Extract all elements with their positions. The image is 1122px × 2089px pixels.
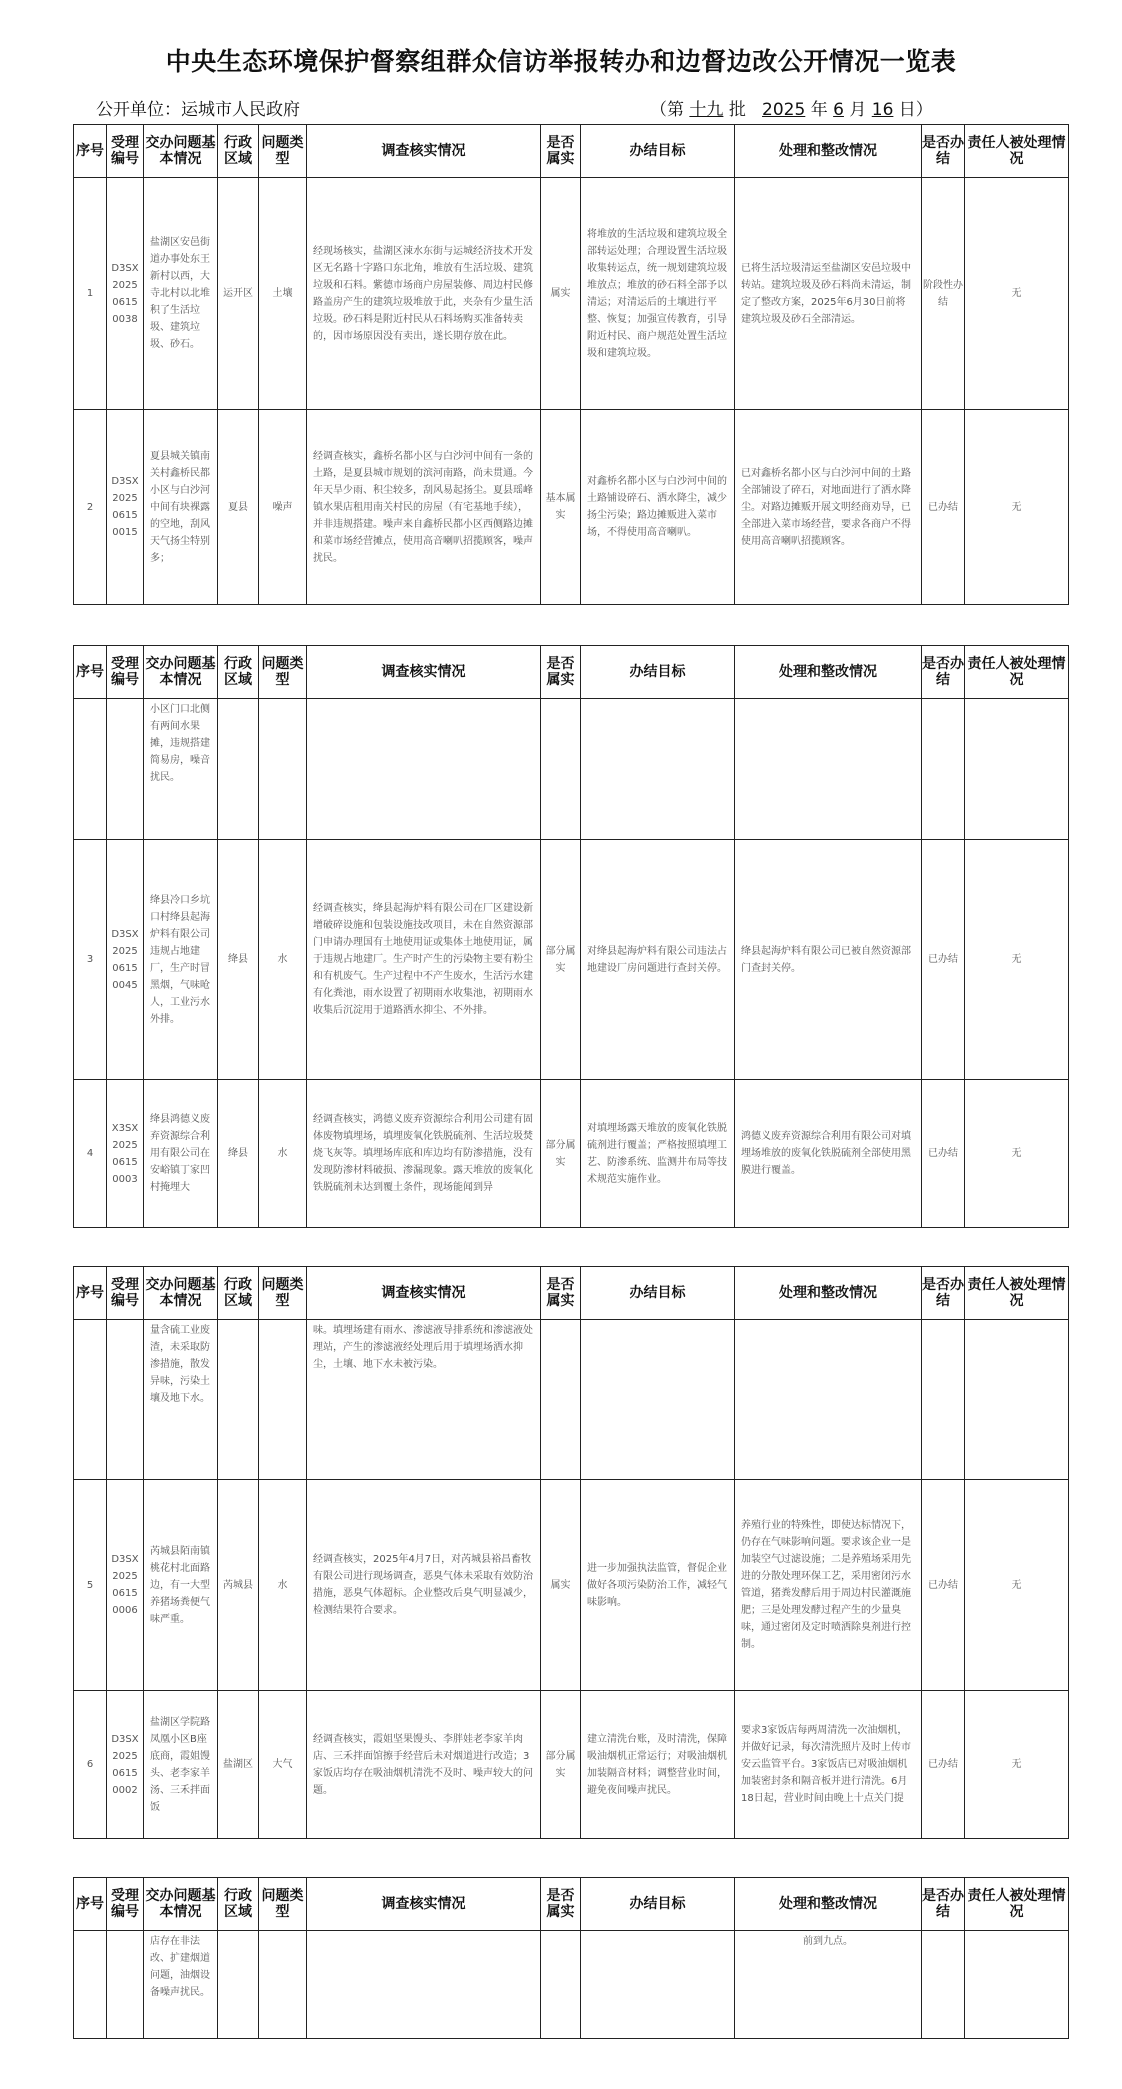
table-row (74, 699, 1069, 840)
header-region: 行政区域 (218, 1267, 259, 1320)
header-investigation: 调查核实情况 (307, 646, 541, 699)
row-investigation: 味。填埋场建有雨水、渗滤液导排系统和渗滤液处理站，产生的渗滤液经处理后用于填埋场洒水抑尘，土壤、地下水未被污染。 (307, 1320, 541, 1480)
header-region: 行政区域 (218, 646, 259, 699)
row-true: 部分属实 (541, 1691, 581, 1839)
row-handle: 已将生活垃圾清运至盐湖区安邑垃圾中转站。建筑垃圾及砂石料尚未清运，制定了整改方案，2025年6月30日前将建筑垃圾及砂石全部清运。 (735, 178, 922, 410)
row-code: D3SX202506150038 (107, 178, 144, 410)
header-issue: 交办问题基本情况 (144, 125, 218, 178)
row-no: 3 (74, 840, 107, 1080)
row-code (107, 1320, 144, 1480)
row-done: 已办结 (922, 1480, 965, 1691)
header-done: 是否办结 (922, 646, 965, 699)
row-true: 部分属实 (541, 1080, 581, 1228)
month-label: 月 (849, 100, 867, 120)
row-region: 运开区 (218, 178, 259, 410)
row-true: 属实 (541, 1480, 581, 1691)
row-region (218, 1320, 259, 1480)
row-resp: 无 (965, 178, 1069, 410)
row-investigation: 经调查核实，鸿德义废弃资源综合利用公司建有固体废物填埋场，填埋废氧化铁脱硫剂、生活垃圾焚烧飞灰等。填埋场库底和库边均有防渗措施，没有发现防渗材料破损、渗漏现象。露天堆放的废氧化铁脱硫剂未达到覆土条件，现场能闻到异 (307, 1080, 541, 1228)
year-label: 年 (810, 100, 828, 120)
row-type: 水 (259, 1480, 307, 1691)
row-type: 水 (259, 840, 307, 1080)
header-investigation: 调查核实情况 (307, 1878, 541, 1931)
row-investigation: 经调查核实，鑫桥名都小区与白沙河中间有一条的土路，是夏县城市规划的滨河南路，尚未贯通。今年天旱少雨、积尘较多，刮风易起扬尘。夏县瑶峰镇水果店租用南关村民的房屋（有宅基地手续），并非违规搭建。噪声来自鑫桥民都小区西侧路边摊和菜市场经营摊点，使用高音喇叭招揽顾客，噪声扰民。 (307, 410, 541, 605)
table-block-2 (73, 645, 1069, 1228)
header-row (74, 646, 1069, 699)
row-region: 夏县 (218, 410, 259, 605)
header-code: 受理编号 (107, 646, 144, 699)
table-block-3 (73, 1266, 1069, 1839)
header-investigation: 调查核实情况 (307, 1267, 541, 1320)
header-no: 序号 (74, 1267, 107, 1320)
row-investigation: 经现场核实，盐湖区涑水东街与运城经济技术开发区无名路十字路口东北角，堆放有生活垃圾、建筑垃圾和石料。紫德市场商户房屋装修、周边村民修路盖房产生的建筑垃圾堆放于此，夹杂有少量生活垃圾。砂石料是附近村民从石料场购买准备转卖的，因市场原因没有卖出，遂长期存放在此。 (307, 178, 541, 410)
row-goal: 将堆放的生活垃圾和建筑垃圾全部转运处理；合理设置生活垃圾收集转运点，统一规划建筑垃圾堆放点；堆放的砂石料全部予以清运；对清运后的土壤进行平整、恢复；加强宣传教育，引导附近村民、商户规范处置生活垃圾和建筑垃圾。 (581, 178, 735, 410)
header-region: 行政区域 (218, 1878, 259, 1931)
row-handle: 绛县起海炉料有限公司已被自然资源部门查封关停。 (735, 840, 922, 1080)
row-true: 属实 (541, 178, 581, 410)
row-resp (965, 699, 1069, 840)
header-row (74, 1267, 1069, 1320)
row-issue: 店存在非法改、扩建烟道问题，油烟设备噪声扰民。 (144, 1931, 218, 2039)
header-code: 受理编号 (107, 1878, 144, 1931)
header-handle: 处理和整改情况 (735, 646, 922, 699)
row-code: D3SX202506150006 (107, 1480, 144, 1691)
header-resp: 责任人被处理情况 (965, 1267, 1069, 1320)
day-label: 日） (898, 100, 933, 120)
row-investigation (307, 1931, 541, 2039)
batch-month: 6 (833, 100, 844, 120)
row-type (259, 1931, 307, 2039)
batch-number: 十九 (689, 100, 724, 120)
table-block-1 (73, 124, 1069, 605)
row-issue: 量含硫工业废渣，未采取防渗措施，散发异味，污染土壤及地下水。 (144, 1320, 218, 1480)
header-no: 序号 (74, 646, 107, 699)
row-no (74, 1931, 107, 2039)
row-code: D3SX202506150045 (107, 840, 144, 1080)
row-no: 5 (74, 1480, 107, 1691)
row-issue: 绛县鸿德义废弃资源综合利用有限公司在安峪镇丁家凹村掩埋大 (144, 1080, 218, 1228)
batch-year: 2025 (762, 100, 806, 120)
row-region: 绛县 (218, 1080, 259, 1228)
header-true: 是否属实 (541, 1267, 581, 1320)
row-handle (735, 1320, 922, 1480)
row-region (218, 699, 259, 840)
row-done: 阶段性办结 (922, 178, 965, 410)
header-type: 问题类型 (259, 1878, 307, 1931)
header-type: 问题类型 (259, 125, 307, 178)
table-block-4 (73, 1877, 1069, 2039)
row-done: 已办结 (922, 840, 965, 1080)
header-true: 是否属实 (541, 125, 581, 178)
row-done: 已办结 (922, 410, 965, 605)
row-handle (735, 699, 922, 840)
table-row (74, 840, 1069, 1080)
row-resp: 无 (965, 840, 1069, 1080)
row-handle: 前到九点。 (735, 1931, 922, 2039)
row-goal (581, 699, 735, 840)
publishing-unit: 公开单位：运城市人民政府 (96, 100, 300, 120)
row-code (107, 699, 144, 840)
row-region: 芮城县 (218, 1480, 259, 1691)
header-true: 是否属实 (541, 646, 581, 699)
table-row (74, 1931, 1069, 2039)
header-row (74, 125, 1069, 178)
header-done: 是否办结 (922, 1267, 965, 1320)
table-row (74, 1320, 1069, 1480)
row-goal: 进一步加强执法监管，督促企业做好各项污染防治工作，减轻气味影响。 (581, 1480, 735, 1691)
header-code: 受理编号 (107, 1267, 144, 1320)
row-goal: 建立清洗台账，及时清洗，保障吸油烟机正常运行；对吸油烟机加装隔音材料；调整营业时间，避免夜间噪声扰民。 (581, 1691, 735, 1839)
row-true: 基本属实 (541, 410, 581, 605)
row-investigation: 经调查核实，2025年4月7日，对芮城县裕昌畜牧有限公司进行现场调查，恶臭气体未采取有效防治措施，恶臭气体超标。企业整改后臭气明显减少，检测结果符合要求。 (307, 1480, 541, 1691)
row-goal: 对绛县起海炉料有限公司违法占地建设厂房问题进行查封关停。 (581, 840, 735, 1080)
header-handle: 处理和整改情况 (735, 1267, 922, 1320)
row-type (259, 699, 307, 840)
row-goal (581, 1931, 735, 2039)
row-issue: 盐湖区安邑街道办事处东王新村以西，大寺北村以北堆积了生活垃圾、建筑垃圾、砂石。 (144, 178, 218, 410)
row-investigation (307, 699, 541, 840)
row-type: 大气 (259, 1691, 307, 1839)
row-true (541, 1320, 581, 1480)
header-issue: 交办问题基本情况 (144, 1267, 218, 1320)
row-issue: 盐湖区学院路凤凰小区B座底商，霞姐馒头、老李家羊汤、三禾拌面饭 (144, 1691, 218, 1839)
header-done: 是否办结 (922, 1878, 965, 1931)
batch-prefix: （第 (650, 100, 684, 120)
header-handle: 处理和整改情况 (735, 125, 922, 178)
batch-date (650, 95, 933, 120)
row-resp: 无 (965, 410, 1069, 605)
header-code: 受理编号 (107, 125, 144, 178)
row-resp: 无 (965, 1480, 1069, 1691)
row-no: 1 (74, 178, 107, 410)
table-row (74, 1691, 1069, 1839)
row-resp (965, 1931, 1069, 2039)
row-investigation: 经调查核实，绛县起海炉料有限公司在厂区建设新增破碎设施和包装设施技改项目，未在自然资源部门申请办理国有土地使用证或集体土地使用证，属于违规占地建厂。生产时产生的污染物主要有粉尘和有机废气。生产过程中不产生废水，生活污水建有化粪池，雨水设置了初期雨水收集池，初期雨水收集后沉淀用于道路洒水抑尘、不外排。 (307, 840, 541, 1080)
row-region: 绛县 (218, 840, 259, 1080)
row-issue: 芮城县陌南镇桃花村北面路边，有一大型养猪场粪便气味严重。 (144, 1480, 218, 1691)
header-resp: 责任人被处理情况 (965, 125, 1069, 178)
row-no (74, 1320, 107, 1480)
row-handle: 要求3家饭店每两周清洗一次油烟机，并做好记录，每次清洗照片及时上传市安云监管平台。3家饭店已对吸油烟机加装密封条和隔音板并进行清洗。6月18日起，营业时间由晚上十点关门提 (735, 1691, 922, 1839)
header-goal: 办结目标 (581, 1878, 735, 1931)
row-issue: 夏县城关镇南关村鑫桥民都小区与白沙河中间有块裸露的空地，刮风天气扬尘特别多； (144, 410, 218, 605)
row-done (922, 1320, 965, 1480)
header-investigation: 调查核实情况 (307, 125, 541, 178)
header-type: 问题类型 (259, 646, 307, 699)
row-no: 2 (74, 410, 107, 605)
table-row (74, 1080, 1069, 1228)
header-goal: 办结目标 (581, 646, 735, 699)
header-issue: 交办问题基本情况 (144, 646, 218, 699)
row-issue: 绛县冷口乡坑口村绛县起海炉料有限公司违规占地建厂，生产时冒黑烟，气味呛人，工业污水外排。 (144, 840, 218, 1080)
document-title: 中央生态环境保护督察组群众信访举报转办和边督边改公开情况一览表 (165, 47, 957, 76)
header-no: 序号 (74, 125, 107, 178)
row-true: 部分属实 (541, 840, 581, 1080)
header-row (74, 1878, 1069, 1931)
row-resp: 无 (965, 1691, 1069, 1839)
table-row (74, 1480, 1069, 1691)
row-goal: 对填埋场露天堆放的废氧化铁脱硫剂进行覆盖；严格按照填埋工艺、防渗系统、监测井布局等技术规范实施作业。 (581, 1080, 735, 1228)
row-true (541, 1931, 581, 2039)
batch-label: 批 (728, 100, 746, 120)
header-resp: 责任人被处理情况 (965, 646, 1069, 699)
row-type: 水 (259, 1080, 307, 1228)
row-handle: 鸿德义废弃资源综合利用有限公司对填埋场堆放的废氧化铁脱硫剂全部使用黑膜进行覆盖。 (735, 1080, 922, 1228)
row-done: 已办结 (922, 1080, 965, 1228)
row-goal: 对鑫桥名都小区与白沙河中间的土路铺设碎石、洒水降尘，减少扬尘污染；路边摊贩进入菜市场，不得使用高音喇叭。 (581, 410, 735, 605)
row-code: D3SX202506150015 (107, 410, 144, 605)
table-row (74, 178, 1069, 410)
header-goal: 办结目标 (581, 125, 735, 178)
header-region: 行政区域 (218, 125, 259, 178)
batch-day: 16 (871, 100, 894, 120)
row-no (74, 699, 107, 840)
row-investigation: 经调查核实，霞姐坚果馒头、李胖娃老李家羊肉店、三禾拌面馆擦手经营后未对烟道进行改造；3家饭店均存在吸油烟机清洗不及时、噪声较大的问题。 (307, 1691, 541, 1839)
row-done (922, 1931, 965, 2039)
row-code: D3SX202506150002 (107, 1691, 144, 1839)
row-type (259, 1320, 307, 1480)
header-issue: 交办问题基本情况 (144, 1878, 218, 1931)
row-code (107, 1931, 144, 2039)
header-true: 是否属实 (541, 1878, 581, 1931)
table-row (74, 410, 1069, 605)
row-resp: 无 (965, 1080, 1069, 1228)
header-resp: 责任人被处理情况 (965, 1878, 1069, 1931)
row-region (218, 1931, 259, 2039)
row-done (922, 699, 965, 840)
header-type: 问题类型 (259, 1267, 307, 1320)
row-no: 6 (74, 1691, 107, 1839)
row-goal (581, 1320, 735, 1480)
row-code: X3SX202506150003 (107, 1080, 144, 1228)
row-region: 盐湖区 (218, 1691, 259, 1839)
row-done: 已办结 (922, 1691, 965, 1839)
row-handle: 已对鑫桥名都小区与白沙河中间的土路全部铺设了碎石，对地面进行了洒水降尘。对路边摊贩开展文明经商劝导，已全部进入菜市场经营，要求各商户不得使用高音喇叭招揽顾客。 (735, 410, 922, 605)
row-type: 土壤 (259, 178, 307, 410)
row-no: 4 (74, 1080, 107, 1228)
row-handle: 养殖行业的特殊性，即使达标情况下，仍存在气味影响问题。要求该企业一是加装空气过滤设施；二是养殖场采用先进的分散处理环保工艺，采用密闭污水管道，猪粪发酵后用于周边村民灌溉施肥；三是处理发酵过程产生的少量臭味，通过密闭及定时喷洒除臭剂进行控制。 (735, 1480, 922, 1691)
header-done: 是否办结 (922, 125, 965, 178)
row-resp (965, 1320, 1069, 1480)
header-handle: 处理和整改情况 (735, 1878, 922, 1931)
row-type: 噪声 (259, 410, 307, 605)
row-issue: 小区门口北侧有两间水果摊，违规搭建简易房，噪音扰民。 (144, 699, 218, 840)
header-no: 序号 (74, 1878, 107, 1931)
row-true (541, 699, 581, 840)
header-goal: 办结目标 (581, 1267, 735, 1320)
